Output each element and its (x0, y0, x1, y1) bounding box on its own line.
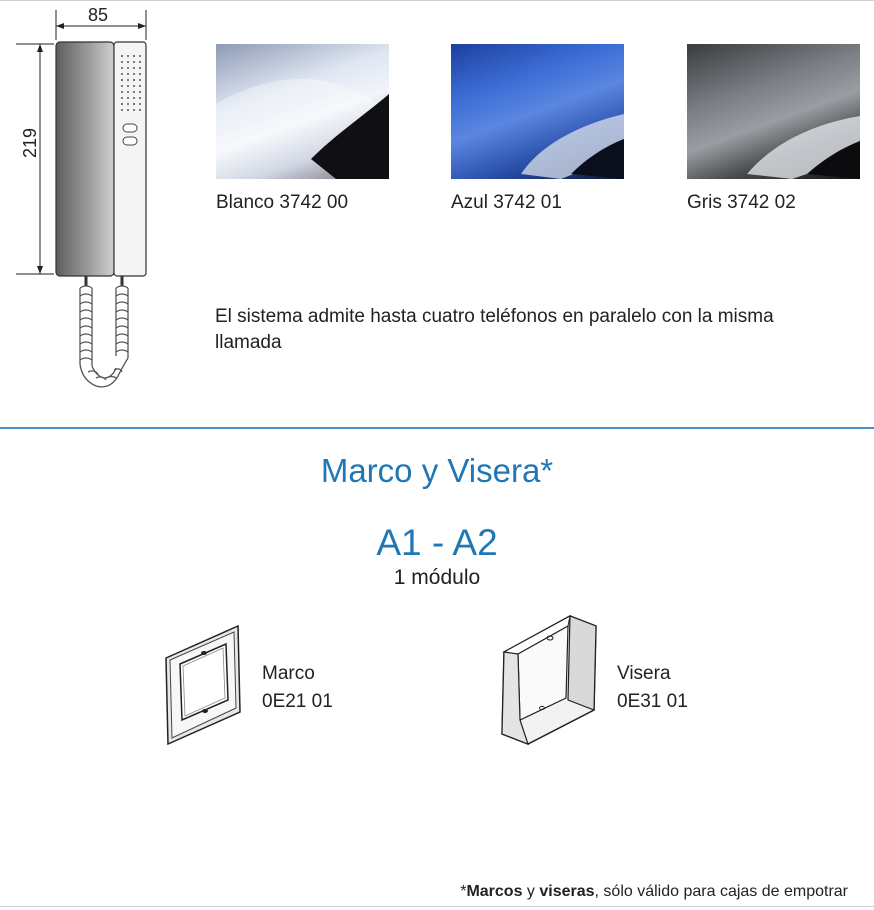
height-dimension-label: 219 (20, 127, 40, 158)
width-dimension-label: 85 (88, 5, 109, 25)
modules-label: 1 módulo (393, 566, 481, 589)
bottom-rule (0, 906, 874, 907)
section-title: Marco y Visera* (320, 452, 554, 489)
footnote (460, 883, 848, 901)
caption-gris: Gris 3742 02 (687, 192, 796, 213)
footnote-viseras: viseras (539, 883, 595, 900)
footnote-asterisk: * (460, 883, 467, 900)
visera-label (617, 660, 688, 716)
photo-azul (451, 44, 624, 179)
model-title: A1 - A2 (376, 522, 498, 563)
marco-name: Marco (262, 663, 315, 684)
visera-name: Visera (617, 663, 671, 684)
handset-drawing (10, 4, 170, 404)
section-divider (0, 427, 874, 429)
footnote-rest: , sólo válido para cajas de empotrar (594, 883, 848, 900)
visera-code: 0E31 01 (617, 691, 688, 712)
top-rule (0, 0, 874, 1)
photo-gris (687, 44, 860, 179)
marco-drawing (160, 620, 246, 748)
caption-azul: Azul 3742 01 (451, 192, 562, 213)
visera-drawing (498, 612, 602, 746)
footnote-marcos: Marcos (466, 883, 523, 900)
caption-blanco: Blanco 3742 00 (216, 192, 349, 213)
photo-blanco (216, 44, 389, 179)
marco-code: 0E21 01 (262, 691, 333, 712)
footnote-y: y (522, 883, 540, 900)
description-text: El sistema admite hasta cuatro teléfonos en paralelo con la misma llamada (215, 306, 774, 353)
marco-label (262, 660, 333, 716)
